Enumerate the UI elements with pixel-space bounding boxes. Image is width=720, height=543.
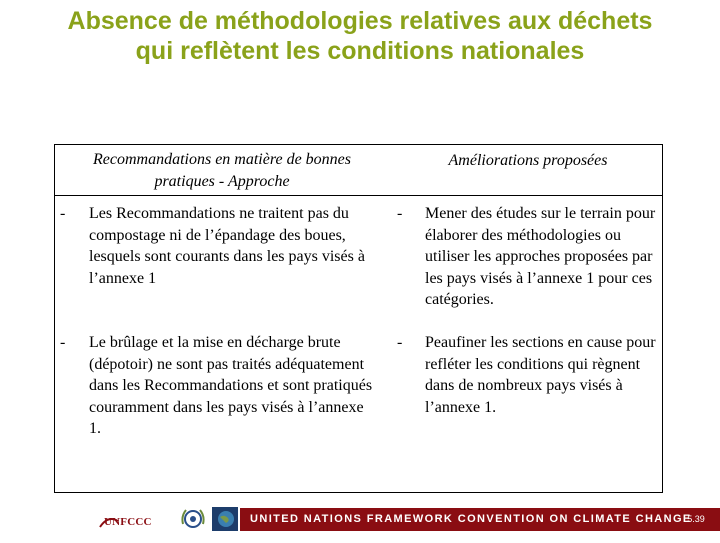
header-divider [55,195,662,196]
right-item-2-bullet: - [397,334,403,351]
left-item-2-bullet: - [60,334,66,351]
left-item-1-bullet: - [60,205,66,222]
unfccc-logo-mark [98,507,168,533]
right-item-1-text: Mener des études sur le terrain pour élaborer des méthodologies ou utiliser les approches proposées par les pays visés à l’annexe 1 pour ces catégories. [425,205,656,308]
earth-photo-icon [212,507,238,531]
right-item-2-text: Peaufiner les sections en cause pour refléter les conditions qui règnent dans de nombreux pays visés à l’annexe 1. [425,334,656,416]
unfccc-logo [98,507,168,533]
footer-banner-text: UNITED NATIONS FRAMEWORK CONVENTION ON CLIMATE CHANGE [250,513,692,525]
un-emblem-icon [180,506,206,532]
slide-title: Absence de méthodologies relatives aux déchets qui reflètent les conditions nationales [67,7,653,65]
left-item-1-text: Les Recommandations ne traitent pas du compostage ni de l’épandage des boues, lesquels sont courants dans les pays visés à l’annexe 1 [89,205,365,287]
left-item-2-text: Le brûlage et la mise en décharge brute (dépotoir) ne sont pas traités adéquatement dans les Recommandations et sont pratiqués couramment dans les pays visés à l’annexe 1. [89,334,373,437]
comparison-table [54,144,663,493]
unfccc-logo-text: UNFCCC [104,516,152,528]
column-header-improvements: Améliorations proposées [448,152,608,169]
right-item-1-bullet: - [397,205,403,222]
column-header-approach: Recommandations en matière de bonnes pratiques - Approche [92,151,351,190]
slide-number: 5.39 [687,514,705,524]
